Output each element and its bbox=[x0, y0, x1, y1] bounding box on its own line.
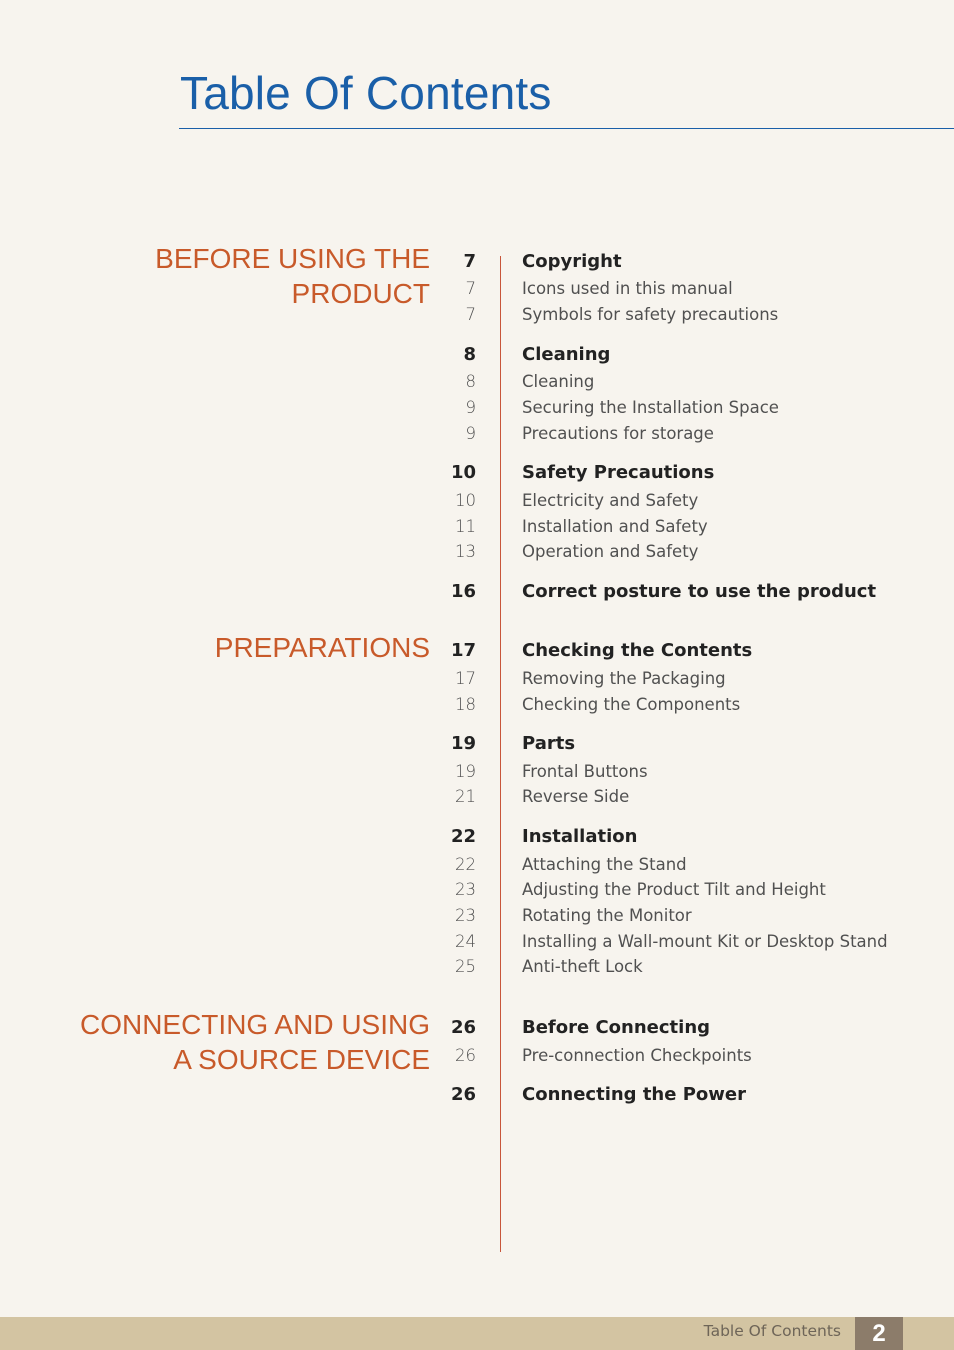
toc-subsection-entry[interactable] bbox=[0, 929, 954, 955]
toc-section-entry[interactable] bbox=[0, 731, 954, 757]
toc-subsection-entry[interactable] bbox=[0, 852, 954, 878]
toc-entry-title: Operation and Safety bbox=[522, 542, 699, 561]
toc-page-number: 24 bbox=[455, 932, 476, 951]
toc-entry-title: Copyright bbox=[522, 251, 622, 272]
toc-entry-title: Attaching the Stand bbox=[522, 855, 687, 874]
toc-page-number: 13 bbox=[455, 542, 476, 561]
toc-entry-title: Frontal Buttons bbox=[522, 762, 648, 781]
toc-entry-title: Installation and Safety bbox=[522, 517, 708, 536]
toc-page-number: 23 bbox=[455, 880, 476, 899]
toc-page-number: 8 bbox=[463, 344, 476, 365]
toc-subsection-entry[interactable] bbox=[0, 666, 954, 692]
toc-section-entry[interactable] bbox=[0, 342, 954, 368]
toc-page-number: 17 bbox=[450, 640, 476, 661]
toc-entry-title: Reverse Side bbox=[522, 787, 630, 806]
toc-page-number: 7 bbox=[465, 305, 476, 324]
toc-page-number: 21 bbox=[455, 787, 476, 806]
toc-page-number: 7 bbox=[463, 251, 476, 272]
toc-subsection-entry[interactable] bbox=[0, 488, 954, 514]
toc-entry-title: Checking the Contents bbox=[522, 640, 753, 661]
toc-entry-title: Checking the Components bbox=[522, 695, 741, 714]
toc-entry-title: Safety Precautions bbox=[522, 462, 715, 483]
toc-page-number: 17 bbox=[455, 669, 476, 688]
toc-section-entry[interactable] bbox=[0, 1015, 954, 1041]
toc-subsection-entry[interactable] bbox=[0, 302, 954, 328]
toc-page-number: 16 bbox=[450, 581, 476, 602]
toc-page-number: 25 bbox=[455, 957, 476, 976]
toc-entry-title: Parts bbox=[522, 733, 576, 754]
toc-entry-title: Before Connecting bbox=[522, 1017, 711, 1038]
toc-entry-title: Rotating the Monitor bbox=[522, 906, 692, 925]
page-title: Table Of Contents bbox=[180, 67, 552, 119]
toc-page-number: 9 bbox=[465, 424, 476, 443]
toc-subsection-entry[interactable] bbox=[0, 877, 954, 903]
chapter-title-line: A SOURCE DEVICE bbox=[173, 1044, 430, 1075]
toc-entry-title: Precautions for storage bbox=[522, 424, 714, 443]
toc-page-number: 18 bbox=[455, 695, 476, 714]
toc-entry-title: Securing the Installation Space bbox=[522, 398, 779, 417]
toc-page-number: 11 bbox=[455, 517, 476, 536]
toc-entry-title: Installation bbox=[522, 826, 638, 847]
toc-entry-title: Cleaning bbox=[522, 372, 595, 391]
toc-entry-title: Anti-theft Lock bbox=[522, 957, 643, 976]
toc-page-number: 10 bbox=[455, 491, 476, 510]
toc-entry-title: Pre-connection Checkpoints bbox=[522, 1046, 752, 1065]
toc-page-number: 22 bbox=[455, 855, 476, 874]
toc-page-number: 26 bbox=[450, 1084, 476, 1105]
toc-subsection-entry[interactable] bbox=[0, 369, 954, 395]
chapter-title-line: CONNECTING AND USING bbox=[79, 1009, 430, 1040]
toc-page-number: 10 bbox=[450, 462, 476, 483]
toc-subsection-entry[interactable] bbox=[0, 903, 954, 929]
toc-section-entry[interactable] bbox=[0, 249, 954, 275]
toc-entry-title: Installing a Wall-mount Kit or Desktop Stand bbox=[522, 932, 888, 951]
toc-subsection-entry[interactable] bbox=[0, 276, 954, 302]
toc-subsection-entry[interactable] bbox=[0, 759, 954, 785]
toc-entry-title: Icons used in this manual bbox=[522, 279, 733, 298]
footer-label: Table Of Contents bbox=[703, 1322, 841, 1340]
toc-page-number: 19 bbox=[450, 733, 476, 754]
toc-subsection-entry[interactable] bbox=[0, 395, 954, 421]
toc-entry-title: Connecting the Power bbox=[522, 1084, 746, 1105]
toc-page-number: 19 bbox=[455, 762, 476, 781]
toc-entry-title: Symbols for safety precautions bbox=[522, 305, 779, 324]
toc-entry-title: Removing the Packaging bbox=[522, 669, 726, 688]
toc-page-number: 26 bbox=[450, 1017, 476, 1038]
toc-page-number: 23 bbox=[455, 906, 476, 925]
toc-section-entry[interactable] bbox=[0, 824, 954, 850]
title-rule bbox=[179, 128, 954, 129]
toc-entry-title: Cleaning bbox=[522, 344, 611, 365]
toc-subsection-entry[interactable] bbox=[0, 421, 954, 447]
chapter-title-line: PREPARATIONS bbox=[214, 632, 430, 663]
toc-section-entry[interactable] bbox=[0, 638, 954, 664]
toc-entry-title: Adjusting the Product Tilt and Height bbox=[522, 880, 826, 899]
toc-subsection-entry[interactable] bbox=[0, 1043, 954, 1069]
toc-page-number: 22 bbox=[450, 826, 476, 847]
toc-page-number: 7 bbox=[465, 279, 476, 298]
toc-page-number: 8 bbox=[465, 372, 476, 391]
page-number: 2 bbox=[855, 1317, 903, 1350]
toc-page-number: 9 bbox=[465, 398, 476, 417]
chapter-title-line: BEFORE USING THE bbox=[155, 243, 430, 274]
chapter-title-line: PRODUCT bbox=[291, 278, 430, 309]
toc-page-number: 26 bbox=[455, 1046, 476, 1065]
toc-section-entry[interactable] bbox=[0, 1082, 954, 1108]
toc-section-entry[interactable] bbox=[0, 460, 954, 486]
toc-subsection-entry[interactable] bbox=[0, 692, 954, 718]
toc-subsection-entry[interactable] bbox=[0, 539, 954, 565]
toc-entry-title: Electricity and Safety bbox=[522, 491, 699, 510]
toc-subsection-entry[interactable] bbox=[0, 514, 954, 540]
toc-entry-title: Correct posture to use the product bbox=[522, 581, 877, 602]
toc-section-entry[interactable] bbox=[0, 579, 954, 605]
toc-subsection-entry[interactable] bbox=[0, 954, 954, 980]
toc-subsection-entry[interactable] bbox=[0, 784, 954, 810]
